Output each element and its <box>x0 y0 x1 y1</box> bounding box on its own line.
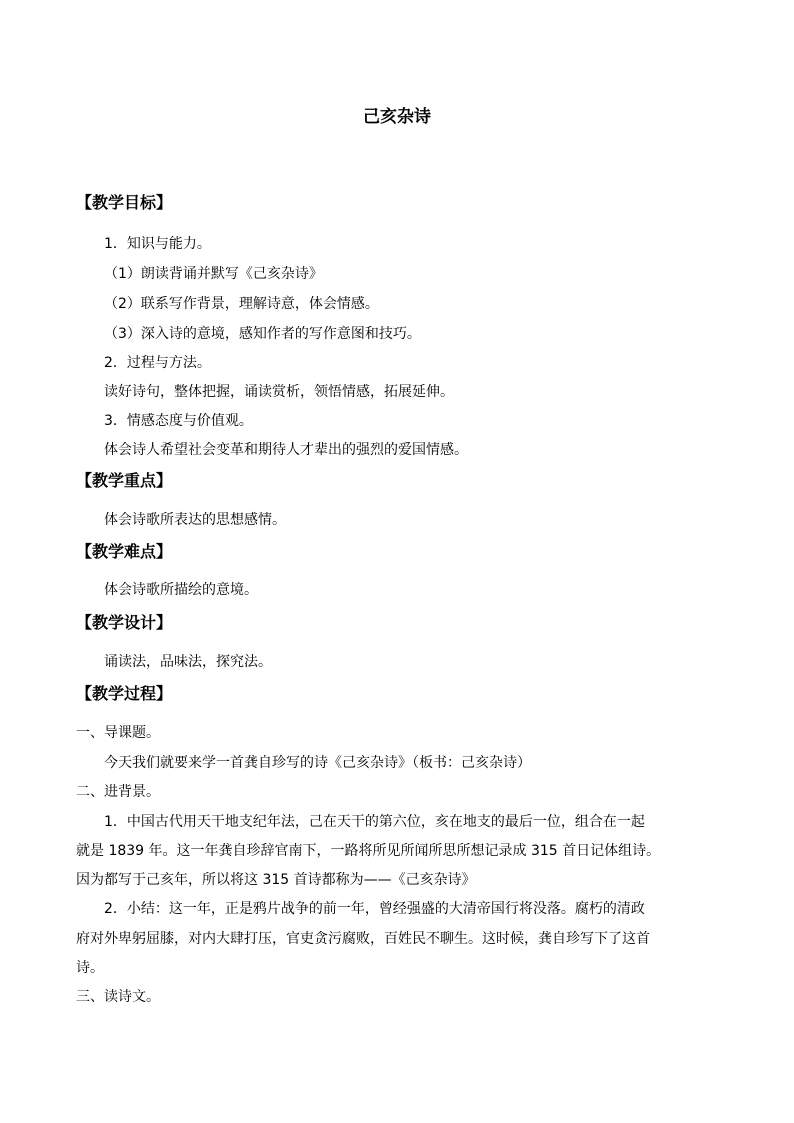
objective-line: （3）深入诗的意境，感知作者的写作意图和技巧。 <box>104 326 421 342</box>
process-line: 1．中国古代用天干地支纪年法，己在天干的第六位，亥在地支的最后一位，组合在一起 <box>104 814 645 830</box>
page-title: 己亥杂诗 <box>363 107 431 127</box>
objective-line: （1）朗读背诵并默写《己亥杂诗》 <box>104 266 323 282</box>
process-line: 今天我们就要来学一首龚自珍写的诗《己亥杂诗》（板书：己亥杂诗） <box>104 755 531 771</box>
section-heading-objectives: 【教学目标】 <box>76 193 173 212</box>
objective-line: 1．知识与能力。 <box>104 236 211 252</box>
process-line: 就是 1839 年。这一年龚自珍辞官南下，一路将所见所闻所思所想记录成 315 首日记体组诗。 <box>76 843 661 859</box>
objective-line: 3．情感态度与价值观。 <box>104 413 253 429</box>
section-heading-difficulties: 【教学难点】 <box>76 542 173 561</box>
process-line: 因为都写于己亥年，所以将这 315 首诗都称为——《己亥杂诗》 <box>76 872 476 888</box>
process-line: 诗。 <box>76 960 104 976</box>
process-line: 府对外卑躬屈膝，对内大肆打压，官吏贪污腐败，百姓民不聊生。这时候，龚自珍写下了这首 <box>76 931 650 947</box>
difficulties-text: 体会诗歌所描绘的意境。 <box>104 582 258 598</box>
section-heading-design: 【教学设计】 <box>76 613 173 632</box>
section-heading-process: 【教学过程】 <box>76 684 173 703</box>
process-line: 一、导课题。 <box>76 725 160 741</box>
objective-line: 体会诗人希望社会变革和期待人才辈出的强烈的爱国情感。 <box>104 442 468 458</box>
objective-line: 2．过程与方法。 <box>104 355 211 371</box>
design-text: 诵读法，品味法，探究法。 <box>104 654 272 670</box>
objective-line: 读好诗句，整体把握，诵读赏析，领悟情感，拓展延伸。 <box>104 384 454 400</box>
process-line: 2．小结：这一年，正是鸦片战争的前一年，曾经强盛的大清帝国行将没落。腐朽的清政 <box>104 901 645 917</box>
key-points-text: 体会诗歌所表达的思想感情。 <box>104 512 286 528</box>
process-line: 二、进背景。 <box>76 784 160 800</box>
objective-line: （2）联系写作背景，理解诗意，体会情感。 <box>104 296 379 312</box>
process-line: 三、读诗文。 <box>76 989 160 1005</box>
section-heading-key-points: 【教学重点】 <box>76 471 173 490</box>
